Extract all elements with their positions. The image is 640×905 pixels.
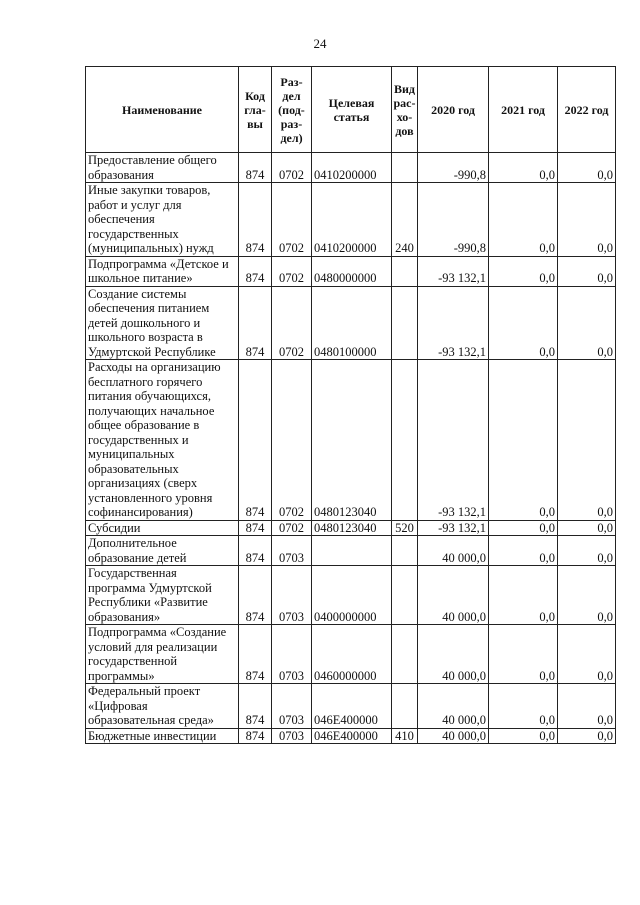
cell-chapter-code: 874 xyxy=(239,286,272,360)
cell-target-article: 0410200000 xyxy=(312,153,392,183)
table-row xyxy=(86,153,616,183)
header-section: Раз-дел (под-раз-дел) xyxy=(272,67,312,153)
cell-2022: 0,0 xyxy=(558,684,616,729)
cell-name: Создание системы обеспечения питанием детей дошкольного и школьного возраста в Удмуртской Республике xyxy=(86,286,239,360)
cell-chapter-code: 874 xyxy=(239,625,272,684)
cell-2022: 0,0 xyxy=(558,520,616,536)
cell-expense-type: 410 xyxy=(392,728,418,744)
table-row xyxy=(86,360,616,521)
cell-section: 0702 xyxy=(272,360,312,521)
cell-section: 0702 xyxy=(272,183,312,257)
table-row xyxy=(86,625,616,684)
cell-2022: 0,0 xyxy=(558,566,616,625)
cell-chapter-code: 874 xyxy=(239,566,272,625)
cell-2020: -93 132,1 xyxy=(418,360,489,521)
cell-chapter-code: 874 xyxy=(239,256,272,286)
cell-2020: 40 000,0 xyxy=(418,625,489,684)
cell-name: Расходы на организацию бесплатного горячего питания обучающихся, получающих начальное общее образование в государственных и муниципальных образовательных организациях (сверх установленного уровня софинансирования) xyxy=(86,360,239,521)
cell-target-article: 0480100000 xyxy=(312,286,392,360)
header-2020: 2020 год xyxy=(418,67,489,153)
cell-2021: 0,0 xyxy=(489,360,558,521)
cell-target-article: 0460000000 xyxy=(312,625,392,684)
table-row xyxy=(86,728,616,744)
table-row xyxy=(86,536,616,566)
cell-2021: 0,0 xyxy=(489,728,558,744)
cell-2021: 0,0 xyxy=(489,256,558,286)
table-row xyxy=(86,286,616,360)
page-number: 24 xyxy=(313,36,327,51)
cell-2022: 0,0 xyxy=(558,183,616,257)
cell-chapter-code: 874 xyxy=(239,360,272,521)
cell-expense-type xyxy=(392,153,418,183)
cell-section: 0702 xyxy=(272,520,312,536)
cell-2021: 0,0 xyxy=(489,183,558,257)
cell-2021: 0,0 xyxy=(489,153,558,183)
cell-2020: -93 132,1 xyxy=(418,256,489,286)
cell-expense-type xyxy=(392,360,418,521)
cell-2020: 40 000,0 xyxy=(418,536,489,566)
header-2021: 2021 год xyxy=(489,67,558,153)
cell-target-article: 0410200000 xyxy=(312,183,392,257)
cell-2021: 0,0 xyxy=(489,520,558,536)
cell-name: Бюджетные инвестиции xyxy=(86,728,239,744)
cell-section: 0702 xyxy=(272,153,312,183)
cell-target-article: 0480123040 xyxy=(312,360,392,521)
table-row xyxy=(86,256,616,286)
cell-expense-type xyxy=(392,684,418,729)
header-name: Наименование xyxy=(86,67,239,153)
cell-name: Субсидии xyxy=(86,520,239,536)
cell-expense-type xyxy=(392,286,418,360)
cell-section: 0703 xyxy=(272,566,312,625)
cell-chapter-code: 874 xyxy=(239,728,272,744)
cell-2021: 0,0 xyxy=(489,536,558,566)
cell-2021: 0,0 xyxy=(489,286,558,360)
cell-2021: 0,0 xyxy=(489,625,558,684)
table-row xyxy=(86,684,616,729)
cell-target-article: 046E400000 xyxy=(312,728,392,744)
cell-section: 0703 xyxy=(272,728,312,744)
cell-2022: 0,0 xyxy=(558,536,616,566)
cell-2022: 0,0 xyxy=(558,728,616,744)
cell-target-article xyxy=(312,536,392,566)
cell-expense-type xyxy=(392,566,418,625)
cell-expense-type: 240 xyxy=(392,183,418,257)
cell-name: Иные закупки товаров, работ и услуг для обеспечения государственных (муниципальных) нужд xyxy=(86,183,239,257)
cell-target-article: 0480000000 xyxy=(312,256,392,286)
cell-target-article: 046E400000 xyxy=(312,684,392,729)
cell-name: Подпрограмма «Детское и школьное питание» xyxy=(86,256,239,286)
cell-section: 0703 xyxy=(272,536,312,566)
cell-chapter-code: 874 xyxy=(239,153,272,183)
cell-chapter-code: 874 xyxy=(239,183,272,257)
cell-2022: 0,0 xyxy=(558,153,616,183)
cell-expense-type: 520 xyxy=(392,520,418,536)
cell-name: Дополнительное образование детей xyxy=(86,536,239,566)
cell-name: Государственная программа Удмуртской Республики «Развитие образования» xyxy=(86,566,239,625)
header-chapter-code: Код гла-вы xyxy=(239,67,272,153)
cell-2020: -93 132,1 xyxy=(418,520,489,536)
cell-2020: -93 132,1 xyxy=(418,286,489,360)
cell-chapter-code: 874 xyxy=(239,520,272,536)
cell-name: Федеральный проект «Цифровая образовательная среда» xyxy=(86,684,239,729)
cell-2021: 0,0 xyxy=(489,566,558,625)
cell-chapter-code: 874 xyxy=(239,684,272,729)
header-row xyxy=(86,67,616,153)
cell-section: 0702 xyxy=(272,286,312,360)
cell-target-article: 0480123040 xyxy=(312,520,392,536)
cell-2022: 0,0 xyxy=(558,256,616,286)
cell-expense-type xyxy=(392,625,418,684)
cell-expense-type xyxy=(392,536,418,566)
header-target-article: Целевая статья xyxy=(312,67,392,153)
cell-2020: 40 000,0 xyxy=(418,566,489,625)
header-expense-type: Вид рас-хо-дов xyxy=(392,67,418,153)
cell-2020: 40 000,0 xyxy=(418,684,489,729)
budget-table xyxy=(85,66,616,744)
cell-target-article: 0400000000 xyxy=(312,566,392,625)
table-row xyxy=(86,183,616,257)
header-2022: 2022 год xyxy=(558,67,616,153)
cell-section: 0702 xyxy=(272,256,312,286)
cell-2020: 40 000,0 xyxy=(418,728,489,744)
cell-name: Предоставление общего образования xyxy=(86,153,239,183)
cell-2022: 0,0 xyxy=(558,360,616,521)
table-row xyxy=(86,520,616,536)
cell-section: 0703 xyxy=(272,684,312,729)
cell-2020: -990,8 xyxy=(418,153,489,183)
cell-name: Подпрограмма «Создание условий для реализации государственной программы» xyxy=(86,625,239,684)
cell-section: 0703 xyxy=(272,625,312,684)
cell-2021: 0,0 xyxy=(489,684,558,729)
table-row xyxy=(86,566,616,625)
cell-2022: 0,0 xyxy=(558,625,616,684)
cell-2020: -990,8 xyxy=(418,183,489,257)
cell-2022: 0,0 xyxy=(558,286,616,360)
cell-expense-type xyxy=(392,256,418,286)
cell-chapter-code: 874 xyxy=(239,536,272,566)
